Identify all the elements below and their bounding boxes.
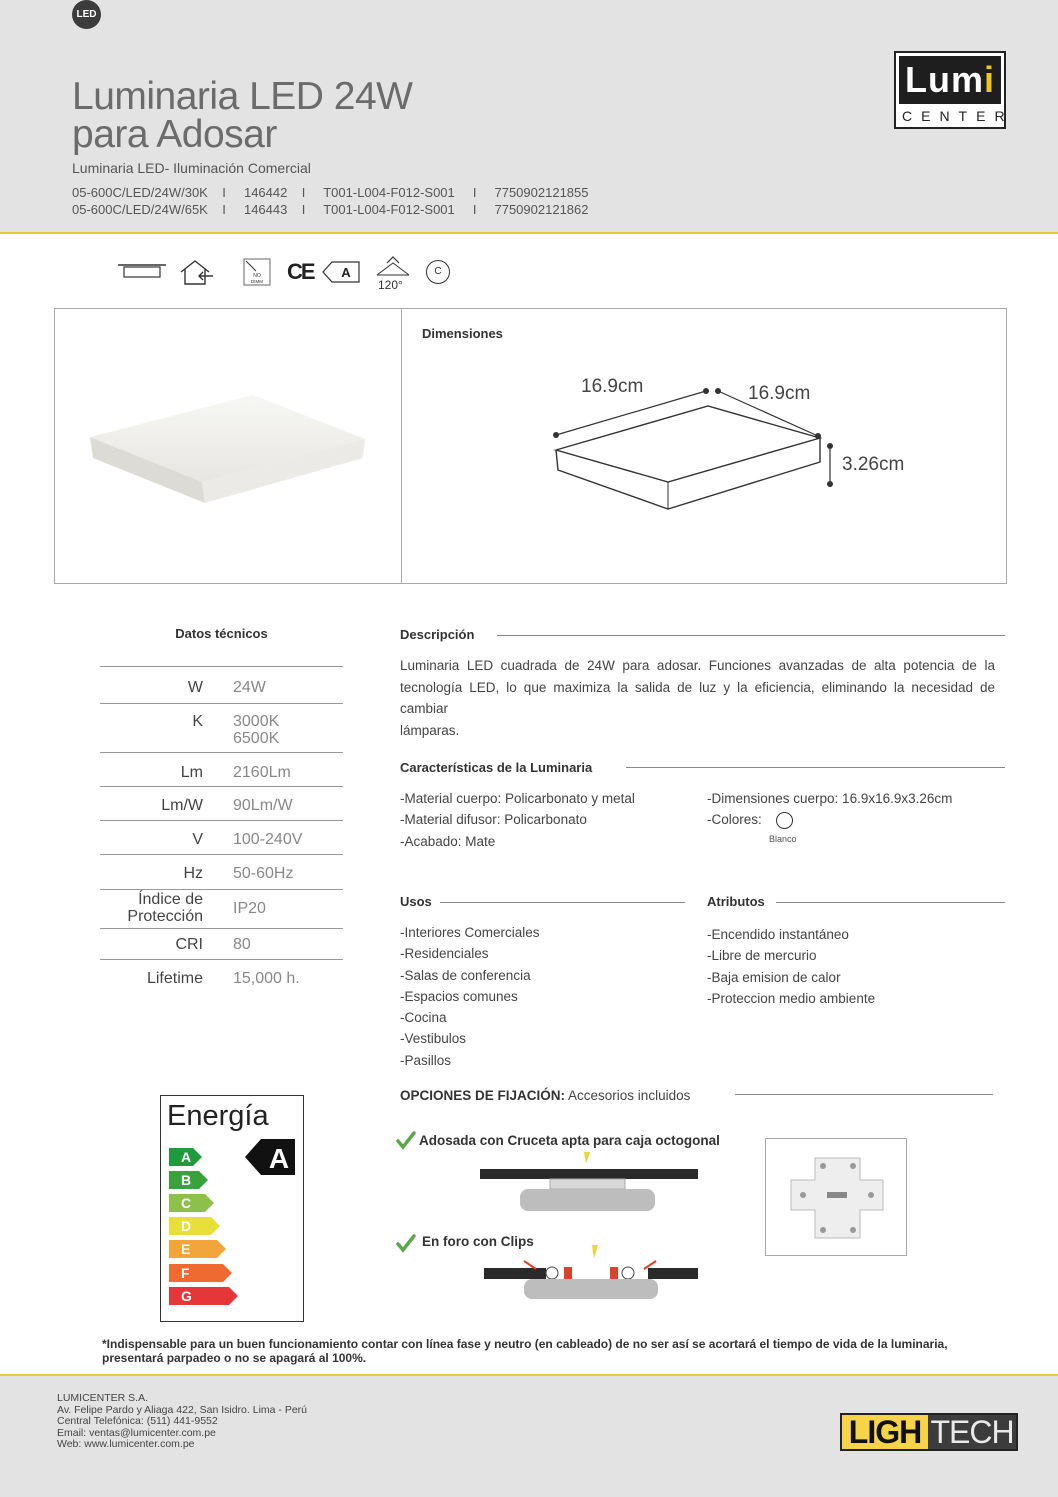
page-subtitle: Luminaria LED- Iluminación Comercial	[72, 160, 311, 176]
tech-value: 80	[233, 936, 251, 953]
energy-class-e: E	[169, 1240, 217, 1258]
description-line: Luminaria LED cuadrada de 24W para adosar. Funciones avanzadas de alta potencia de la	[400, 658, 995, 673]
class-icon: C	[426, 260, 450, 284]
tech-value: 50-60Hz	[233, 865, 294, 882]
mounting-option-1: Adosada con Cruceta apta para caja octogonal	[419, 1133, 720, 1148]
ce-mark-icon: CE	[287, 259, 314, 284]
tech-label: Hz	[183, 865, 203, 882]
indoor-icon	[178, 258, 216, 286]
recessed-clip-diagram	[484, 1243, 698, 1305]
tech-row-lifetime	[100, 959, 343, 993]
page-title	[72, 75, 413, 156]
company-web: Web: www.lumicenter.com.pe	[57, 1438, 195, 1450]
energy-class-f: F	[169, 1264, 223, 1282]
attribute-item: -Libre de mercurio	[707, 948, 817, 964]
tech-row-v	[100, 820, 343, 854]
use-item: -Pasillos	[400, 1052, 452, 1068]
description-text	[400, 655, 995, 741]
installation-note	[102, 1337, 1002, 1365]
tech-value: 100-240V	[233, 831, 303, 848]
tech-row-w	[100, 666, 343, 703]
mounting-option-2: En foro con Clips	[422, 1234, 534, 1249]
title-line-2: para Adosar	[72, 113, 277, 156]
energy-class-a: A	[169, 1148, 193, 1166]
company-address: Av. Felipe Pardo y Aliaga 422, San Isidro. Lima - Perú	[57, 1403, 307, 1416]
lumicenter-logo	[894, 51, 1014, 129]
beam-angle-icon	[375, 255, 411, 277]
logo-top	[899, 56, 1001, 104]
features-list-left	[400, 788, 635, 852]
product-image	[85, 390, 370, 510]
logo-bottom-text: CENTER	[902, 108, 1014, 124]
use-item: -Interiores Comerciales	[400, 925, 540, 940]
dimension-width-label: 16.9cm	[581, 376, 644, 397]
section-rule	[497, 635, 1005, 636]
feature-item: -Acabado: Mate	[400, 833, 496, 849]
mounting-title-bold: OPCIONES DE FIJACIÓN:	[400, 1088, 566, 1103]
energy-rating-letter: A	[268, 1143, 290, 1174]
tech-row-cri	[100, 928, 343, 959]
beam-angle-label: 120°	[378, 278, 403, 292]
attribute-item: -Encendido instantáneo	[707, 927, 849, 942]
lightech-logo	[840, 1413, 1018, 1451]
use-item: -Cocina	[400, 1010, 447, 1026]
product-box-divider	[401, 308, 402, 584]
tech-label: Lifetime	[146, 970, 203, 987]
dimension-height-label: 3.26cm	[842, 454, 905, 475]
feature-item: -Material cuerpo: Policarbonato y metal	[400, 791, 635, 806]
description-line: tecnología LED, lo que maximiza la salida de luz y la eficiencia, eliminando la necesidad de cambiar	[400, 679, 995, 716]
company-info	[57, 1393, 307, 1451]
section-rule	[626, 767, 1005, 768]
tech-row-hz	[100, 854, 343, 889]
mounting-title-rest: Accesorios incluidos	[565, 1088, 691, 1103]
tech-label-2: Protección	[127, 908, 203, 925]
use-item: -Espacios comunes	[400, 988, 518, 1004]
no-dim-label-2: DIMM	[251, 279, 263, 284]
lightech-logo-a: LIGH	[842, 1415, 928, 1449]
tech-value: 3000K	[233, 713, 280, 730]
company-phone: Central Telefónica: (511) 441-9552	[57, 1415, 218, 1427]
tech-value: 90Lm/W	[233, 797, 293, 814]
dimensions-title: Dimensiones	[422, 326, 503, 341]
attribute-item: -Baja emision de calor	[707, 969, 841, 985]
tech-label: V	[192, 831, 203, 848]
tech-value: 2160Lm	[233, 764, 291, 781]
tech-value-2: 6500K	[233, 730, 280, 747]
ceiling-mount-icon	[118, 262, 166, 282]
tech-row-ip	[100, 889, 343, 928]
mounting-title	[400, 1088, 690, 1103]
note-line: *Indispensable para un buen funcionamiento contar con línea fase y neutro (en cableado) de no ser así se acortará el tiempo de vida de la luminaria,	[102, 1337, 948, 1351]
attributes-title: Atributos	[707, 894, 773, 909]
tech-value: IP20	[233, 900, 266, 917]
energy-rating-arrow	[245, 1139, 295, 1175]
energy-class-d: D	[169, 1217, 211, 1235]
tech-value: 24W	[233, 679, 266, 696]
dimension-depth-label: 16.9cm	[748, 383, 811, 404]
company-name: LUMICENTER S.A.	[57, 1392, 149, 1404]
use-item: -Salas de conferencia	[400, 967, 531, 983]
use-item: -Residenciales	[400, 946, 489, 962]
tech-value: 15,000 h.	[233, 970, 300, 987]
tech-row-lm	[100, 752, 343, 786]
tech-label: CRI	[175, 936, 203, 953]
uses-title: Usos	[400, 894, 440, 909]
logo-text-b: i	[983, 59, 995, 100]
section-rule	[440, 902, 685, 903]
product-code-row: 05-600C/LED/24W/65K I 146443 I T001-L004-F012-S001 I 7750902121862	[72, 202, 589, 217]
color-swatch-white	[776, 812, 793, 829]
tech-row-k	[100, 703, 343, 752]
no-dimmable-icon	[243, 258, 271, 286]
title-line-1: Luminaria LED 24W	[72, 75, 413, 118]
lightech-logo-b: TECH	[928, 1415, 1016, 1449]
feature-item: -Material difusor: Policarbonato	[400, 812, 587, 828]
energy-class-b: B	[169, 1171, 199, 1189]
surface-mount-diagram	[480, 1150, 698, 1220]
color-swatch-label: Blanco	[769, 834, 797, 844]
energy-title: Energía	[167, 1100, 269, 1132]
tech-label: W	[187, 679, 203, 696]
energy-class-label: A	[341, 265, 351, 280]
section-rule	[735, 1094, 993, 1095]
attribute-item: -Proteccion medio ambiente	[707, 990, 876, 1006]
energy-class-icon	[322, 260, 360, 284]
tech-data-title: Datos técnicos	[175, 626, 268, 641]
use-item: -Vestibulos	[400, 1031, 467, 1047]
description-line: lámparas.	[400, 722, 460, 738]
features-list-right	[707, 788, 952, 831]
company-email: Email: ventas@lumicenter.com.pe	[57, 1426, 216, 1439]
features-title: Características de la Luminaria	[400, 760, 600, 775]
energy-class-c: C	[169, 1194, 205, 1212]
section-rule	[776, 902, 1005, 903]
note-line: presentará parpadeo o no se apagará al 100%.	[102, 1351, 367, 1365]
feature-colors-label: -Colores:	[707, 812, 762, 828]
uses-list	[400, 922, 540, 1071]
feature-dimensions: -Dimensiones cuerpo: 16.9x16.9x3.26cm	[707, 791, 953, 806]
product-code-row: 05-600C/LED/24W/30K I 146442 I T001-L004-F012-S001 I 7750902121855	[72, 185, 589, 200]
tech-row-lmw	[100, 786, 343, 820]
attributes-list	[707, 924, 875, 1009]
tech-label: K	[192, 713, 203, 730]
tech-label: Lm	[180, 764, 203, 781]
check-icon	[396, 1233, 416, 1253]
energy-class-g: G	[169, 1287, 229, 1305]
tech-label: Lm/W	[161, 797, 203, 814]
no-dim-label-1: NO	[253, 273, 261, 279]
tech-label: Índice de	[138, 891, 203, 908]
led-icon: LED	[72, 0, 101, 29]
logo-text-a: Lum	[904, 59, 984, 100]
check-icon	[396, 1130, 416, 1150]
cross-bracket-image	[765, 1138, 907, 1256]
description-title: Descripción	[400, 627, 482, 642]
